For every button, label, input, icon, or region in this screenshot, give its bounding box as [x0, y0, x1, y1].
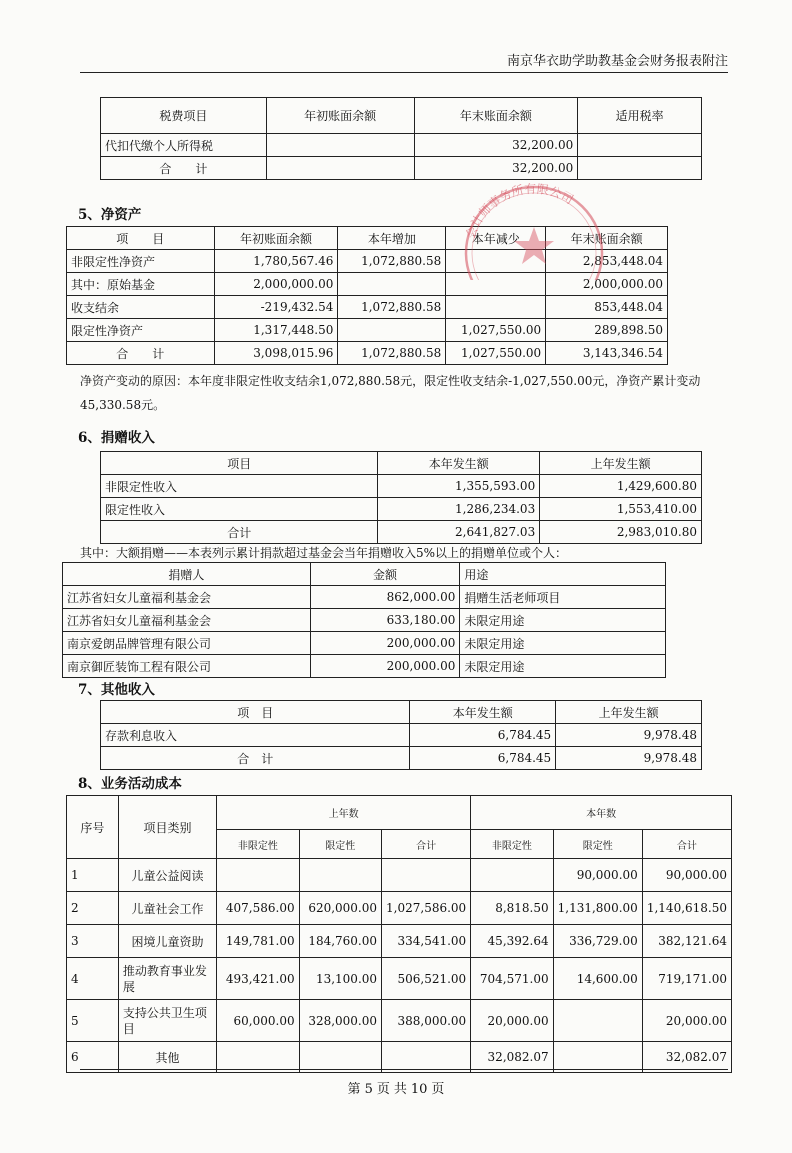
table-cell: 633,180.00	[310, 609, 460, 632]
table-cell: 853,448.04	[546, 296, 668, 319]
table-header-cell: 本年发生额	[410, 701, 556, 724]
business-activity-cost-table	[66, 795, 732, 1073]
table-cell: 45,392.64	[471, 925, 553, 958]
net-assets-note-line1: 净资产变动的原因：本年度非限定性收支结余1,072,880.58元，限定性收支结余-1,027,550.00元，净资产累计变动	[80, 374, 701, 388]
table-cell: 90,000.00	[642, 859, 731, 892]
table-cell: 2,000,000.00	[214, 273, 338, 296]
table-cell: 非限定性净资产	[67, 250, 215, 273]
table-row	[67, 859, 732, 892]
table-cell: 2,000,000.00	[546, 273, 668, 296]
table-cell: 149,781.00	[217, 925, 299, 958]
header-rule	[80, 72, 728, 73]
table-cell: 5	[67, 1000, 119, 1042]
table-cell: 未限定用途	[460, 609, 666, 632]
table-cell: 儿童社会工作	[118, 892, 216, 925]
table-row	[67, 342, 668, 365]
table-cell: 1,131,800.00	[553, 892, 642, 925]
table-header-cell: 限定性	[299, 830, 381, 859]
table-header-cell: 年初账面余额	[214, 227, 338, 250]
table-row	[63, 586, 666, 609]
footer-rule	[80, 1069, 728, 1070]
table-cell	[299, 859, 381, 892]
net-assets-note-line2: 45,330.58元。	[80, 398, 166, 412]
table-cell: 推动教育事业发展	[118, 958, 216, 1000]
table-header-cell: 项 目	[67, 227, 215, 250]
table-cell: 1,072,880.58	[338, 296, 446, 319]
table-header-cell: 用途	[460, 563, 666, 586]
table-row	[101, 134, 702, 157]
table-cell: 14,600.00	[553, 958, 642, 1000]
table-cell: 儿童公益阅读	[118, 859, 216, 892]
table-cell: 3,143,346.54	[546, 342, 668, 365]
table-cell: 收支结余	[67, 296, 215, 319]
table-cell: 200,000.00	[310, 655, 460, 678]
table-cell: 32,082.07	[471, 1042, 553, 1073]
table-header-cell: 合计	[382, 830, 471, 859]
section-6-title: 6、捐赠收入	[78, 430, 155, 446]
table-header-cell: 上年发生额	[540, 452, 702, 475]
table-header-cell: 本年减少	[446, 227, 546, 250]
table-header-cell: 上年数	[217, 796, 471, 830]
table-cell: 200,000.00	[310, 632, 460, 655]
table-cell	[266, 134, 414, 157]
section-8-title: 8、业务活动成本	[78, 776, 182, 792]
table-row	[101, 724, 702, 747]
page-number: 5	[364, 1082, 373, 1097]
table-cell: 困境儿童资助	[118, 925, 216, 958]
table-header-cell: 本年发生额	[378, 452, 540, 475]
table-cell: 江苏省妇女儿童福利基金会	[63, 609, 311, 632]
table-cell: 南京爱朗品牌管理有限公司	[63, 632, 311, 655]
table-cell	[382, 859, 471, 892]
table-header-cell: 非限定性	[217, 830, 299, 859]
table-row	[101, 521, 702, 544]
table-row	[67, 296, 668, 319]
footer-text: 共	[393, 1082, 407, 1097]
table-cell	[217, 1042, 299, 1073]
table-cell	[217, 859, 299, 892]
table-cell: 9,978.48	[556, 747, 702, 770]
table-cell: 2	[67, 892, 119, 925]
tax-header-item: 税费项目	[101, 98, 267, 134]
table-row	[101, 157, 702, 180]
table-cell	[446, 296, 546, 319]
table-header-cell: 序号	[67, 796, 119, 859]
table-cell: 8,818.50	[471, 892, 553, 925]
table-cell: 捐赠生活老师项目	[460, 586, 666, 609]
table-row	[67, 892, 732, 925]
table-header-cell: 限定性	[553, 830, 642, 859]
total-pages: 10	[410, 1082, 428, 1097]
table-cell: 1,780,567.46	[214, 250, 338, 273]
table-cell: 1,072,880.58	[338, 342, 446, 365]
tax-header-close: 年末账面余额	[414, 98, 578, 134]
table-cell: 合计	[101, 521, 378, 544]
section-5-title: 5、净资产	[78, 207, 142, 223]
table-cell: 合 计	[67, 342, 215, 365]
table-cell: 2,853,448.04	[546, 250, 668, 273]
table-row	[67, 958, 732, 1000]
table-row	[101, 498, 702, 521]
table-row	[67, 1042, 732, 1073]
table-header-cell: 项 目	[101, 701, 410, 724]
table-header-cell: 上年发生额	[556, 701, 702, 724]
footer-text: 第	[347, 1082, 361, 1097]
table-cell: 1,027,550.00	[446, 319, 546, 342]
table-row	[63, 609, 666, 632]
large-donation-note: 其中：大额捐赠——本表列示累计捐款超过基金会当年捐赠收入5%以上的捐赠单位或个人：	[80, 546, 568, 560]
table-cell: 1,317,448.50	[214, 319, 338, 342]
table-cell: 2,641,827.03	[378, 521, 540, 544]
table-cell: 其中：原始基金	[67, 273, 215, 296]
table-cell: 20,000.00	[642, 1000, 731, 1042]
table-cell: 限定性收入	[101, 498, 378, 521]
table-cell: 719,171.00	[642, 958, 731, 1000]
table-cell: 合 计	[101, 747, 410, 770]
table-cell: 1,027,586.00	[382, 892, 471, 925]
table-cell: 1,072,880.58	[338, 250, 446, 273]
table-cell: 388,000.00	[382, 1000, 471, 1042]
table-cell: 2,983,010.80	[540, 521, 702, 544]
table-cell: 407,586.00	[217, 892, 299, 925]
table-cell: 184,760.00	[299, 925, 381, 958]
table-cell: 未限定用途	[460, 632, 666, 655]
table-header-cell: 本年数	[471, 796, 732, 830]
table-row	[67, 925, 732, 958]
table-cell: 336,729.00	[553, 925, 642, 958]
page-footer	[0, 1078, 792, 1097]
table-row	[67, 1000, 732, 1042]
table-cell	[553, 1000, 642, 1042]
tax-table	[100, 97, 702, 180]
table-cell: 1,140,618.50	[642, 892, 731, 925]
table-cell: 32,200.00	[414, 134, 578, 157]
table-cell: 其他	[118, 1042, 216, 1073]
table-row	[67, 319, 668, 342]
table-cell: 1	[67, 859, 119, 892]
table-cell: 620,000.00	[299, 892, 381, 925]
table-cell: 334,541.00	[382, 925, 471, 958]
table-cell	[471, 859, 553, 892]
table-cell: 9,978.48	[556, 724, 702, 747]
table-cell: 289,898.50	[546, 319, 668, 342]
donation-income-table	[100, 451, 702, 544]
table-cell: 20,000.00	[471, 1000, 553, 1042]
table-header-cell: 捐赠人	[63, 563, 311, 586]
table-cell: 1,027,550.00	[446, 342, 546, 365]
table-cell: 非限定性收入	[101, 475, 378, 498]
table-row	[63, 632, 666, 655]
table-cell: 506,521.00	[382, 958, 471, 1000]
table-cell: 3	[67, 925, 119, 958]
table-cell	[578, 134, 702, 157]
table-row	[101, 475, 702, 498]
table-cell	[382, 1042, 471, 1073]
table-cell: 合 计	[101, 157, 267, 180]
table-header-cell: 合计	[642, 830, 731, 859]
table-cell: 13,100.00	[299, 958, 381, 1000]
table-cell: 32,200.00	[414, 157, 578, 180]
table-cell: 6,784.45	[410, 747, 556, 770]
table-cell: 493,421.00	[217, 958, 299, 1000]
table-cell: 704,571.00	[471, 958, 553, 1000]
svg-text:会计师事务所有限公司	[463, 182, 575, 241]
table-header-cell: 本年增加	[338, 227, 446, 250]
other-income-table	[100, 700, 702, 770]
table-cell: 1,429,600.80	[540, 475, 702, 498]
table-cell: 6	[67, 1042, 119, 1073]
table-header-cell: 金额	[310, 563, 460, 586]
table-cell: 32,082.07	[642, 1042, 731, 1073]
table-row	[63, 655, 666, 678]
table-header-cell: 非限定性	[471, 830, 553, 859]
table-header-cell: 项目类别	[118, 796, 216, 859]
table-row	[101, 747, 702, 770]
table-header-cell: 项目	[101, 452, 378, 475]
company-seal-stamp	[458, 175, 608, 280]
table-cell: 862,000.00	[310, 586, 460, 609]
table-cell: 存款利息收入	[101, 724, 410, 747]
table-cell	[553, 1042, 642, 1073]
tax-header-rate: 适用税率	[578, 98, 702, 134]
table-cell	[338, 273, 446, 296]
table-cell	[299, 1042, 381, 1073]
table-cell: 限定性净资产	[67, 319, 215, 342]
table-cell: 1,286,234.03	[378, 498, 540, 521]
table-cell: 江苏省妇女儿童福利基金会	[63, 586, 311, 609]
table-cell: 3,098,015.96	[214, 342, 338, 365]
table-cell: 1,553,410.00	[540, 498, 702, 521]
table-cell	[266, 157, 414, 180]
seal-text: 会计师事务所有限公司	[463, 181, 576, 241]
large-donors-table	[62, 562, 666, 678]
table-cell: 支持公共卫生项目	[118, 1000, 216, 1042]
footer-text: 页	[431, 1082, 445, 1097]
table-cell: 60,000.00	[217, 1000, 299, 1042]
tax-header-open: 年初账面余额	[266, 98, 414, 134]
table-cell: 代扣代缴个人所得税	[101, 134, 267, 157]
table-header-cell: 年末账面余额	[546, 227, 668, 250]
table-cell: 4	[67, 958, 119, 1000]
table-cell: -219,432.54	[214, 296, 338, 319]
table-cell: 328,000.00	[299, 1000, 381, 1042]
table-cell: 未限定用途	[460, 655, 666, 678]
table-cell: 6,784.45	[410, 724, 556, 747]
table-cell: 90,000.00	[553, 859, 642, 892]
section-7-title: 7、其他收入	[78, 682, 155, 698]
table-cell: 1,355,593.00	[378, 475, 540, 498]
table-cell	[338, 319, 446, 342]
page-header-title: 南京华衣助学助教基金会财务报表附注	[506, 54, 728, 69]
footer-text: 页	[376, 1082, 390, 1097]
table-cell: 382,121.64	[642, 925, 731, 958]
table-cell: 南京御匠装饰工程有限公司	[63, 655, 311, 678]
